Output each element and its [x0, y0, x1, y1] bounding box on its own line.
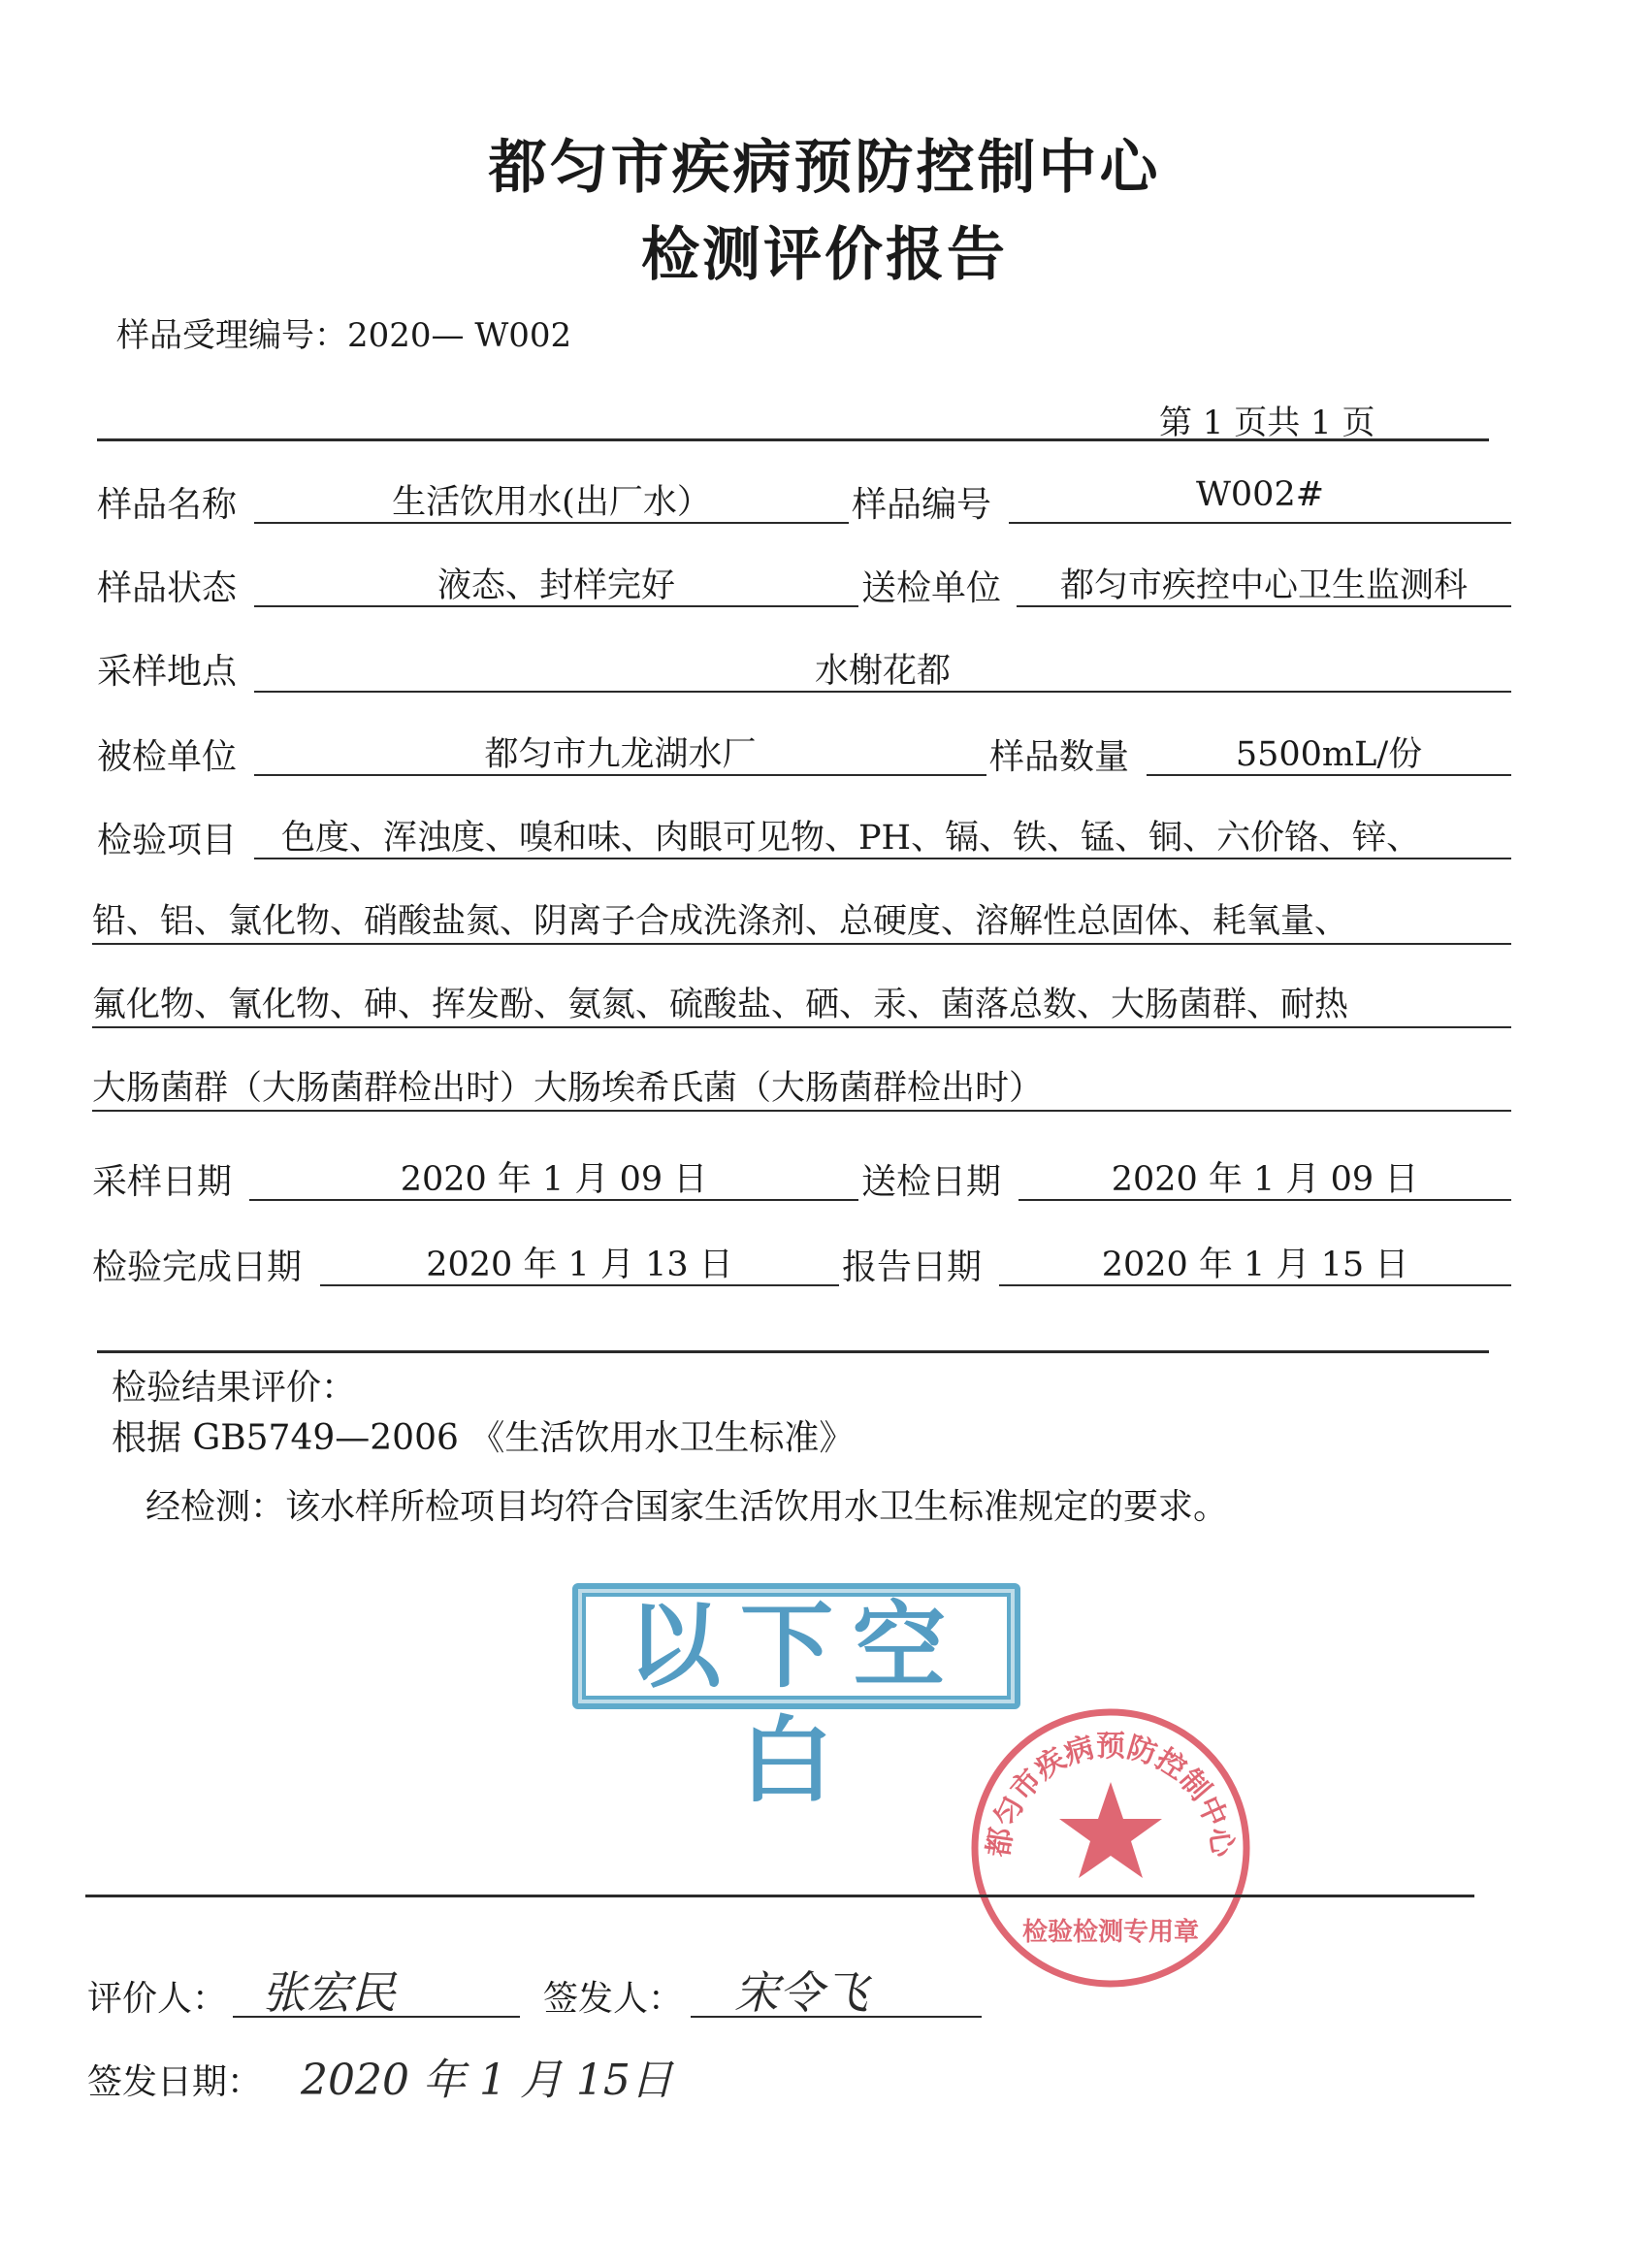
blank-below-stamp: 以下空白: [572, 1583, 1020, 1709]
inspected-unit-label: 被检单位: [97, 737, 238, 777]
issuer-signature: 宋令飞: [734, 1966, 868, 2019]
issue-date-label: 签发日期：: [87, 2062, 263, 2102]
report-date-label: 报告日期: [842, 1247, 983, 1287]
footer-rule: [85, 1895, 1474, 1897]
test-items-line-4: 大肠菌群（大肠菌群检出时）大肠埃希氏菌（大肠菌群检出时）: [92, 1057, 1511, 1112]
seal-upper-text: 都匀市疾病预防控制中心: [982, 1730, 1240, 1860]
inspected-unit-field: 都匀市九龙湖水厂: [254, 724, 986, 776]
test-items-line-1: 色度、浑浊度、嗅和味、肉眼可见物、PH、镉、铁、锰、铜、六价铬、锌、: [254, 807, 1511, 859]
report-date-field: 2020 年 1 月 15 日: [999, 1234, 1511, 1286]
submit-unit-field: 都匀市疾控中心卫生监测科: [1017, 555, 1511, 607]
sampling-site-field: 水榭花都: [254, 640, 1511, 693]
sample-state-label: 样品状态: [97, 568, 238, 608]
test-items-line-2: 铅、铝、氯化物、硝酸盐氮、阴离子合成洗涤剂、总硬度、溶解性总固体、耗氧量、: [92, 891, 1511, 945]
sample-name-field: 生活饮用水(出厂水）: [254, 471, 849, 524]
issuer-signature-field: [691, 1960, 982, 2018]
sample-qty-label: 样品数量: [989, 737, 1130, 777]
org-title: 都匀市疾病预防控制中心: [488, 134, 1161, 202]
seal-lower-text: 检验检测专用章: [1021, 1918, 1200, 1947]
test-items-line-3: 氟化物、氰化物、砷、挥发酚、氨氮、硫酸盐、硒、汞、菌落总数、大肠菌群、耐热: [92, 974, 1511, 1028]
result-heading: 检验结果评价：: [112, 1368, 357, 1408]
result-conclusion: 经检测：该水样所检项目均符合国家生活饮用水卫生标准规定的要求。: [146, 1487, 1229, 1527]
test-items-label: 检验项目: [97, 821, 238, 860]
official-seal: [965, 1702, 1256, 1993]
sample-no-field: W002#: [1009, 471, 1511, 524]
sample-name-label: 样品名称: [97, 485, 238, 525]
submit-unit-label: 送检单位: [861, 568, 1002, 608]
result-rule: [97, 1350, 1489, 1353]
issuer-label: 签发人：: [543, 1979, 684, 2019]
issue-date: 2020 年 1 月 15日: [301, 2056, 673, 2105]
evaluator-label: 评价人：: [87, 1979, 228, 2019]
sampling-site-label: 采样地点: [97, 652, 238, 692]
evaluator-signature-field: [233, 1960, 520, 2018]
header-rule: [97, 438, 1489, 441]
sample-no-label: 样品编号: [852, 485, 992, 525]
result-basis: 根据 GB5749—2006 《生活饮用水卫生标准》: [112, 1418, 855, 1458]
submit-date-field: 2020 年 1 月 09 日: [1018, 1149, 1511, 1201]
evaluator-signature: 张宏民: [262, 1966, 396, 2019]
acceptance-number: 样品受理编号：2020— W002: [116, 316, 572, 355]
complete-date-label: 检验完成日期: [92, 1247, 303, 1287]
page-info: 第 1 页共 1 页: [1159, 404, 1375, 442]
sample-qty-field: 5500mL/份: [1147, 724, 1511, 776]
submit-date-label: 送检日期: [861, 1162, 1002, 1202]
seal-star-icon: [1059, 1782, 1162, 1878]
report-title: 检测评价报告: [641, 221, 1008, 289]
sample-state-field: 液态、封样完好: [254, 555, 858, 607]
complete-date-field: 2020 年 1 月 13 日: [320, 1234, 839, 1286]
sampling-date-field: 2020 年 1 月 09 日: [249, 1149, 858, 1201]
sampling-date-label: 采样日期: [92, 1162, 233, 1202]
